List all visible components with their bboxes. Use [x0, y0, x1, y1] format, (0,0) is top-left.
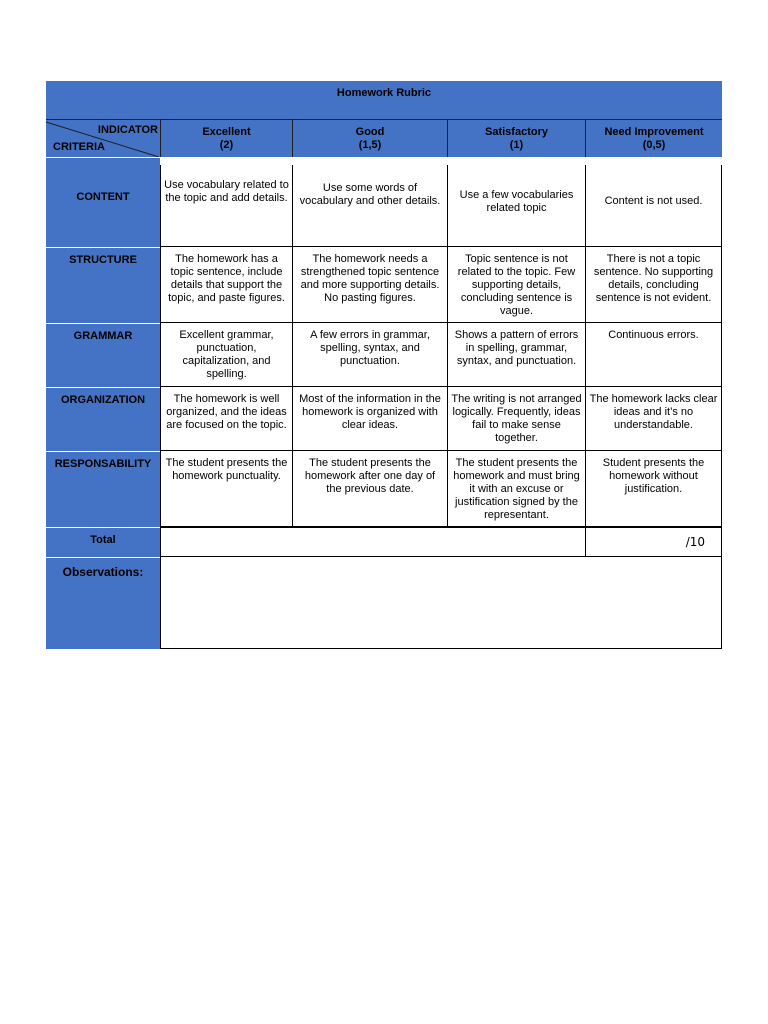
- rubric-cell: Topic sentence is not related to the topic. Few supporting details, concluding sentence is vague.: [447, 247, 585, 323]
- rubric-cell: The homework lacks clear ideas and it’s no understandable.: [585, 387, 722, 451]
- level-name: Satisfactory: [485, 125, 548, 138]
- rubric-cell: Shows a pattern of errors in spelling, grammar, syntax, and punctuation.: [447, 323, 585, 387]
- observations-label: Observations:: [46, 557, 160, 649]
- level-score: (0,5): [642, 138, 666, 151]
- observations-area: [160, 557, 722, 649]
- rubric-cell: The student presents the homework after one day of the previous date.: [292, 451, 447, 527]
- rubric-cell: Content is not used.: [585, 165, 722, 247]
- criteria-label: CRITERIA: [53, 141, 105, 153]
- rubric-cell: Use some words of vocabulary and other details.: [292, 165, 447, 247]
- rubric-cell: The student presents the homework punctuality.: [160, 451, 292, 527]
- rubric-cell: A few errors in grammar, spelling, syntax, and punctuation.: [292, 323, 447, 387]
- rubric-cell: Most of the information in the homework is organized with clear ideas.: [292, 387, 447, 451]
- level-score: (1,5): [358, 138, 382, 151]
- rubric-cell: There is not a topic sentence. No supporting details, concluding sentence is not evident.: [585, 247, 722, 323]
- indicator-label: INDICATOR: [97, 124, 158, 136]
- total-score: /10: [585, 527, 722, 557]
- level-header-excellent: [160, 119, 292, 157]
- rubric-cell: The student presents the homework and must bring it with an excuse or justification signed by the representant.: [447, 451, 585, 527]
- level-name: Excellent: [202, 125, 251, 138]
- rubric-cell: Use vocabulary related to the topic and add details.: [160, 165, 292, 247]
- rubric-cell: Use a few vocabularies related topic: [447, 165, 585, 247]
- criterion-grammar: GRAMMAR: [46, 323, 160, 387]
- rubric-cell: Student presents the homework without justification.: [585, 451, 722, 527]
- criterion-organization: ORGANIZATION: [46, 387, 160, 451]
- level-name: Good: [355, 125, 385, 138]
- criterion-structure: STRUCTURE: [46, 247, 160, 323]
- level-score: (1): [509, 138, 524, 151]
- total-blank-cell: [160, 527, 585, 557]
- indicator-criteria-corner: [46, 119, 160, 157]
- level-name: Need Improvement: [604, 125, 704, 138]
- level-header-good: [292, 119, 447, 157]
- level-header-need-improvement: [585, 119, 722, 157]
- criterion-responsability: RESPONSABILITY: [46, 451, 160, 527]
- rubric-cell: The writing is not arranged logically. Frequently, ideas fail to make sense together.: [447, 387, 585, 451]
- total-label: Total: [46, 527, 160, 557]
- rubric-cell: Continuous errors.: [585, 323, 722, 387]
- criterion-content: CONTENT: [46, 157, 160, 247]
- rubric-cell: The homework needs a strengthened topic sentence and more supporting details. No pasting figures.: [292, 247, 447, 323]
- rubric-title: Homework Rubric: [46, 81, 722, 119]
- level-score: (2): [219, 138, 234, 151]
- rubric-cell: The homework is well organized, and the ideas are focused on the topic.: [160, 387, 292, 451]
- rubric-cell: The homework has a topic sentence, include details that support the topic, and paste figures.: [160, 247, 292, 323]
- level-header-satisfactory: [447, 119, 585, 157]
- rubric-cell: Excellent grammar, punctuation, capitalization, and spelling.: [160, 323, 292, 387]
